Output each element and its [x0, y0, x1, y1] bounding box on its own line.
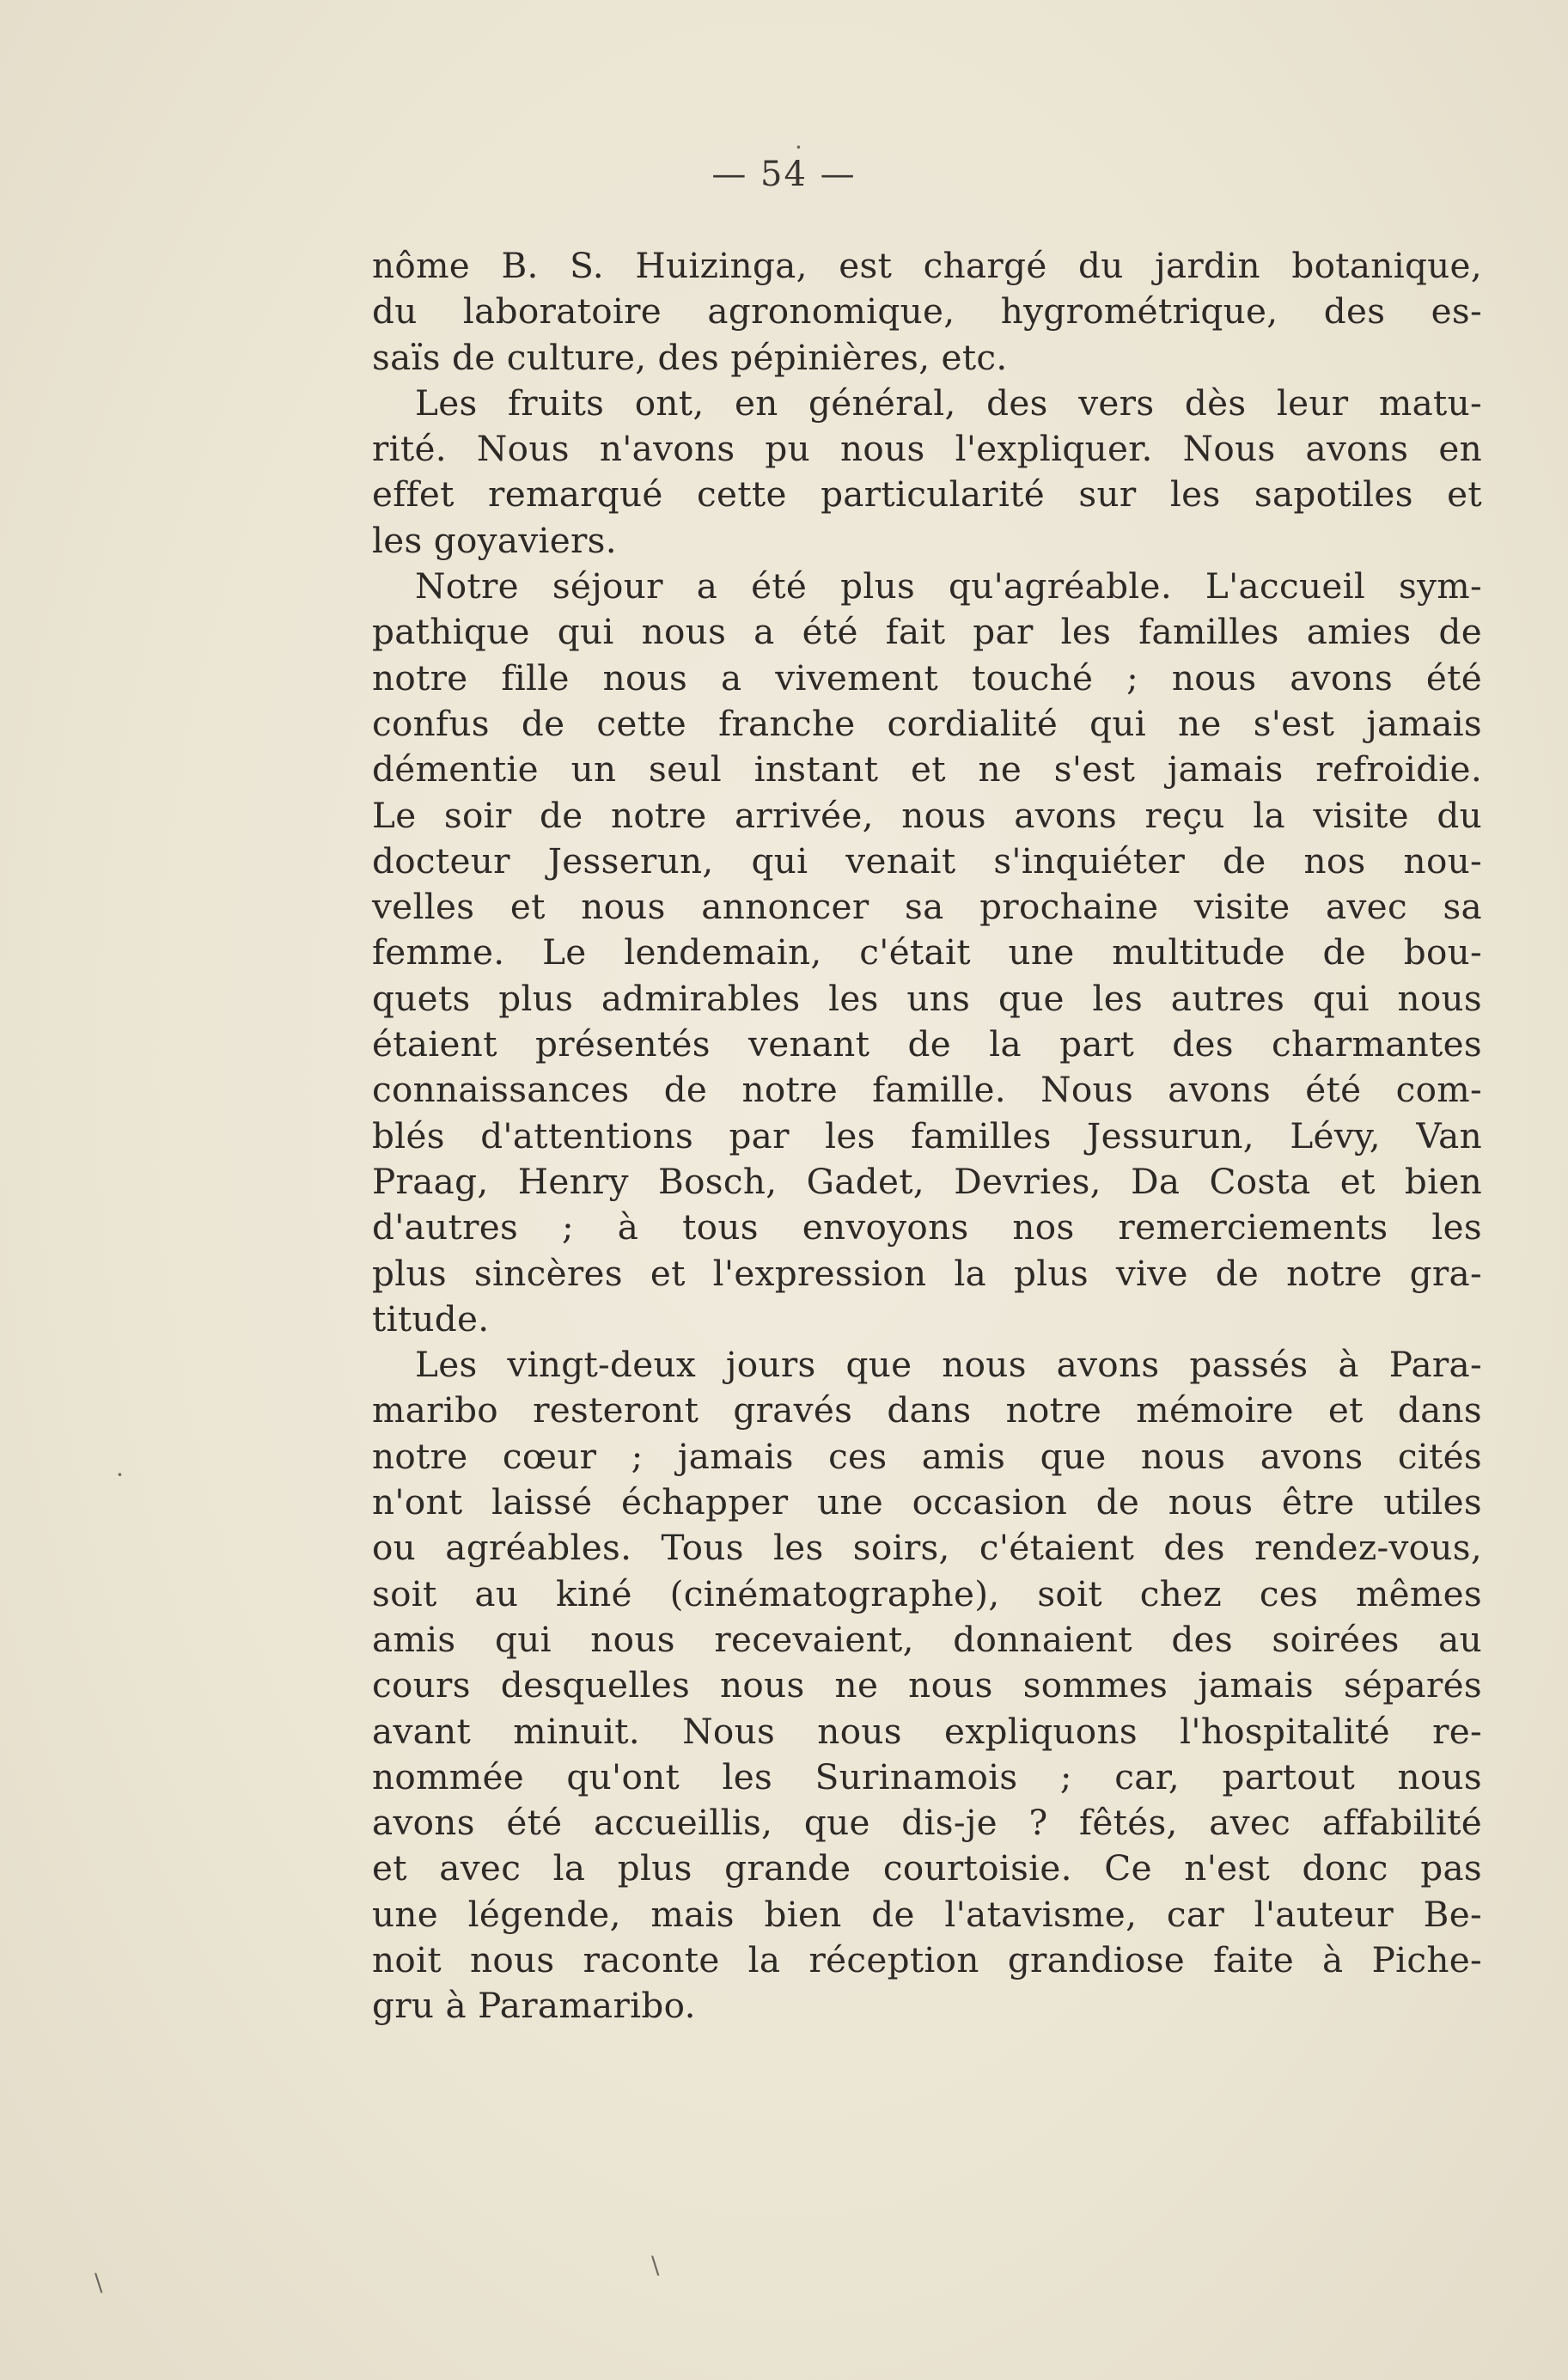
print-speck: · [795, 133, 802, 162]
text-line: démentie un seul instant et ne s'est jamais refroidie. [372, 748, 1482, 790]
text-line: Praag, Henry Bosch, Gadet, Devries, Da Costa et bien [372, 1160, 1482, 1202]
text-line: connaissances de notre famille. Nous avons été com- [372, 1069, 1482, 1111]
text-line: notre fille nous a vivement touché ; nous avons été [372, 656, 1482, 699]
text-line: notre cœur ; jamais ces amis que nous avons cités [372, 1435, 1482, 1477]
text-line: femme. Le lendemain, c'était une multitude de bou- [372, 931, 1482, 973]
text-line: noit nous raconte la réception grandiose faite à Piche- [372, 1938, 1482, 1980]
text-line: confus de cette franche cordialité qui ne s'est jamais [372, 702, 1482, 744]
print-speck: \ [95, 2268, 103, 2297]
text-line: Les vingt-deux jours que nous avons passés à Para- [415, 1344, 1482, 1386]
text-line: n'ont laissé échapper une occasion de nous être utiles [372, 1481, 1482, 1523]
text-line: plus sincères et l'expression la plus vive de notre gra- [372, 1252, 1482, 1294]
text-line: gru à Paramaribo. [372, 1985, 696, 2027]
text-line: et avec la plus grande courtoisie. Ce n'est donc pas [372, 1847, 1482, 1889]
text-line: étaient présentés venant de la part des charmantes [372, 1023, 1482, 1065]
page-number: — 54 — [711, 155, 857, 194]
text-line: pathique qui nous a été fait par les familles amies de [372, 611, 1482, 653]
text-line: effet remarqué cette particularité sur les sapotiles et [372, 473, 1482, 516]
text-line: du laboratoire agronomique, hygrométrique, des es- [372, 290, 1482, 333]
text-line: rité. Nous n'avons pu nous l'expliquer. Nous avons en [372, 428, 1482, 470]
text-line: les goyaviers. [372, 519, 617, 561]
text-line: nôme B. S. Huizinga, est chargé du jardin botanique, [372, 245, 1482, 286]
text-line: maribo resteront gravés dans notre mémoire et dans [372, 1389, 1482, 1431]
text-line: nommée qu'ont les Surinamois ; car, partout nous [372, 1755, 1482, 1797]
text-line: une légende, mais bien de l'atavisme, car l'auteur Be- [372, 1893, 1482, 1935]
text-line: ou agréables. Tous les soirs, c'étaient des rendez-vous, [372, 1527, 1482, 1569]
text-line: saïs de culture, des pépinières, etc. [372, 336, 1008, 378]
text-line: avant minuit. Nous nous expliquons l'hospitalité re- [372, 1710, 1482, 1752]
text-line: blés d'attentions par les familles Jessurun, Lévy, Van [372, 1114, 1482, 1156]
text-line: d'autres ; à tous envoyons nos remerciements les [372, 1206, 1482, 1248]
print-speck: · [116, 1461, 124, 1489]
text-line: cours desquelles nous ne nous sommes jamais séparés [372, 1664, 1482, 1706]
text-line: avons été accueillis, que dis-je ? fêtés, avec affabilité [372, 1802, 1482, 1844]
text-line: quets plus admirables les uns que les autres qui nous [372, 977, 1482, 1019]
text-line: soit au kiné (cinématographe), soit chez ces mêmes [372, 1572, 1482, 1614]
text-line: titude. [372, 1297, 490, 1340]
text-line: Le soir de notre arrivée, nous avons reçu la visite du [372, 794, 1482, 836]
print-speck: \ [651, 2251, 660, 2279]
text-line: amis qui nous recevaient, donnaient des soirées au [372, 1618, 1482, 1660]
body-text [372, 243, 1482, 2029]
text-line: Notre séjour a été plus qu'agréable. L'accueil sym- [415, 565, 1482, 607]
text-line: docteur Jesserun, qui venait s'inquiéter de nos nou- [372, 839, 1482, 882]
text-line: velles et nous annoncer sa prochaine visite avec sa [372, 886, 1482, 928]
text-line: Les fruits ont, en général, des vers dès leur matu- [415, 381, 1482, 424]
